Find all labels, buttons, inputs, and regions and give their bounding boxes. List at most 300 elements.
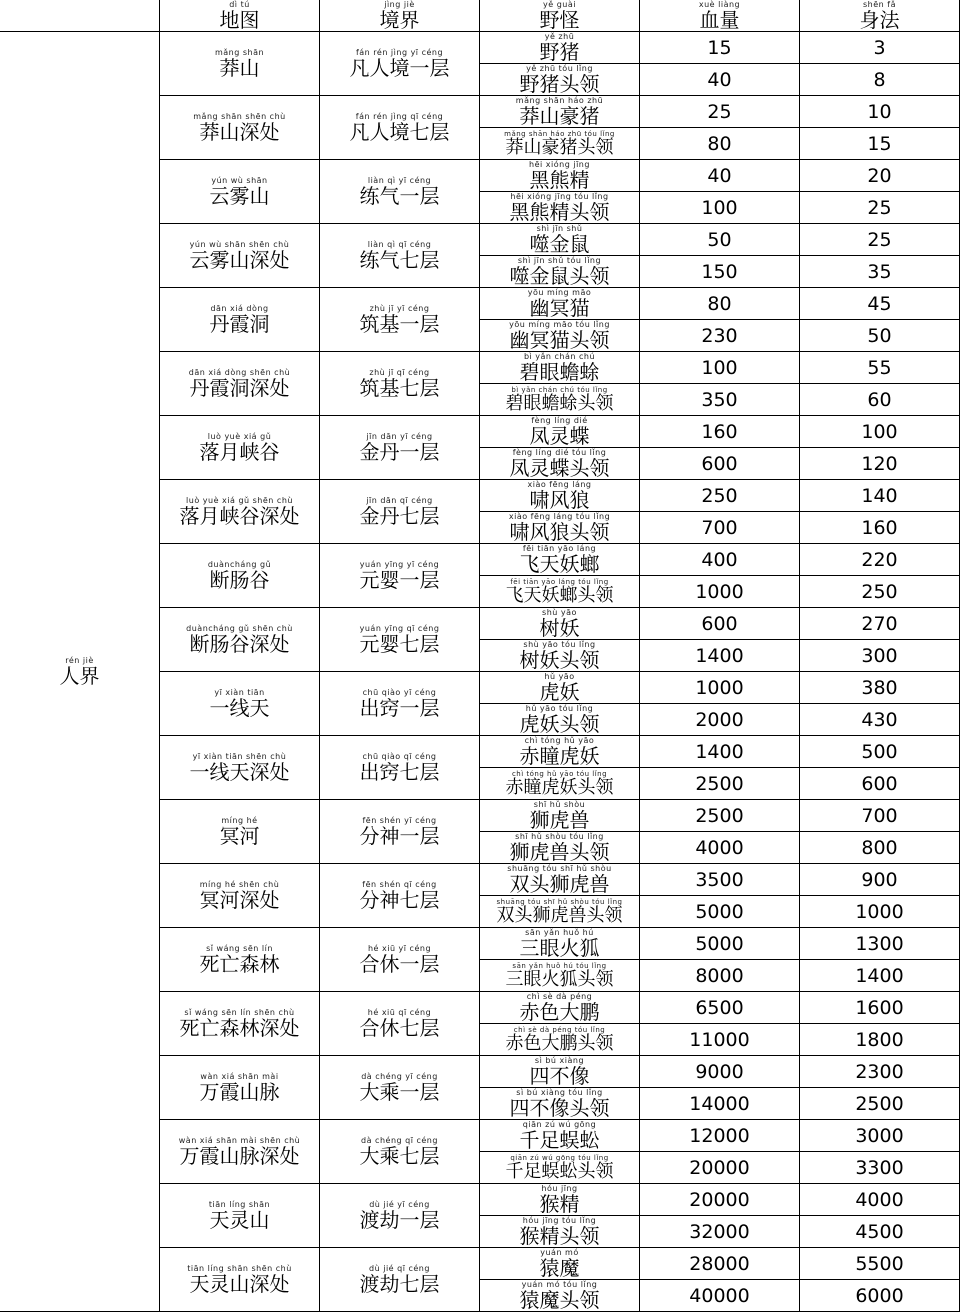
monster-cell[interactable] <box>480 256 640 288</box>
monster-cell[interactable] <box>480 704 640 736</box>
map-cell[interactable] <box>160 288 320 352</box>
hp-cell[interactable] <box>640 672 800 704</box>
hanzi-label: 云雾山 <box>209 184 270 208</box>
map-cell[interactable] <box>160 160 320 224</box>
ruby-text <box>510 193 610 222</box>
pinyin-label: chì sè dà péng <box>526 992 593 1001</box>
pinyin-label: fán rén jìng yī céng <box>355 48 444 57</box>
map-cell[interactable] <box>160 1248 320 1312</box>
agility-cell[interactable] <box>800 512 960 544</box>
monster-cell[interactable] <box>480 32 640 64</box>
pinyin-label: sì bú xiàng <box>534 1056 585 1065</box>
hp-cell[interactable] <box>640 32 800 64</box>
agility-cell[interactable] <box>800 640 960 672</box>
hp-cell[interactable] <box>640 1152 800 1184</box>
agility-cell[interactable] <box>800 32 960 64</box>
ruby-text <box>528 481 592 510</box>
realm-cell[interactable] <box>320 96 480 160</box>
ruby-text <box>186 625 293 654</box>
agility-cell[interactable] <box>800 736 960 768</box>
agility-cell[interactable] <box>800 1216 960 1248</box>
hanzi-label: 出窍一层 <box>359 696 440 720</box>
agility-cell[interactable] <box>800 896 960 928</box>
monster-cell[interactable] <box>480 576 640 608</box>
monster-cell[interactable] <box>480 1120 640 1152</box>
monster-cell[interactable] <box>480 736 640 768</box>
hp-cell[interactable] <box>640 384 800 416</box>
agility-cell[interactable] <box>800 1088 960 1120</box>
hp-cell[interactable] <box>640 768 800 800</box>
realm-cell[interactable] <box>320 736 480 800</box>
agility-cell[interactable] <box>800 384 960 416</box>
monster-cell[interactable] <box>480 224 640 256</box>
hanzi-label: 三眼火狐头领 <box>505 968 614 990</box>
agility-cell[interactable] <box>800 864 960 896</box>
agility-cell[interactable] <box>800 704 960 736</box>
pinyin-label: mǎng shān shēn chù <box>193 112 286 121</box>
pinyin-label: bì yǎn chán chú <box>523 352 596 361</box>
map-cell[interactable] <box>160 800 320 864</box>
ruby-text <box>540 1185 580 1214</box>
pinyin-label: luò yuè xiá gǔ shēn chù <box>186 496 293 505</box>
hp-cell[interactable] <box>640 64 800 96</box>
monster-cell[interactable] <box>480 928 640 960</box>
realm-cell[interactable] <box>320 1184 480 1248</box>
hanzi-label: 野猪 <box>539 40 580 64</box>
agility-cell[interactable] <box>800 768 960 800</box>
agility-value: 8 <box>873 68 886 91</box>
hanzi-label: 一线天深处 <box>189 760 290 784</box>
hanzi-label: 元婴七层 <box>359 632 440 656</box>
hanzi-label: 筑基七层 <box>359 376 440 400</box>
ruby-text <box>360 817 440 846</box>
agility-cell[interactable] <box>800 672 960 704</box>
ruby-text <box>220 1 260 30</box>
hanzi-label: 莽山深处 <box>199 120 280 144</box>
hanzi-label: 黑熊精 <box>529 168 590 192</box>
monster-cell[interactable] <box>480 160 640 192</box>
map-cell[interactable] <box>160 96 320 160</box>
hanzi-label: 幽冥猫头领 <box>509 328 610 352</box>
pinyin-label: fēi tiān yāo láng <box>522 544 597 553</box>
monster-cell[interactable] <box>480 832 640 864</box>
hanzi-label: 断肠谷 <box>209 568 270 592</box>
hp-cell[interactable] <box>640 320 800 352</box>
hanzi-label: 渡劫一层 <box>359 1208 440 1232</box>
hanzi-label: 噬金鼠头领 <box>509 264 610 288</box>
hp-cell[interactable] <box>640 832 800 864</box>
realm-cell[interactable] <box>320 480 480 544</box>
header-corner-cell[interactable] <box>0 0 160 32</box>
monster-cell[interactable] <box>480 1056 640 1088</box>
hanzi-label: 金丹七层 <box>359 504 440 528</box>
pinyin-label: shī hǔ shòu tóu lǐng <box>515 832 604 841</box>
agility-value: 900 <box>861 868 898 891</box>
agility-cell[interactable] <box>800 64 960 96</box>
hp-cell[interactable] <box>640 1056 800 1088</box>
hp-value: 5000 <box>695 932 744 955</box>
realm-cell[interactable] <box>320 224 480 288</box>
pinyin-label: zhù jī yī céng <box>369 304 430 313</box>
hanzi-label: 冥河深处 <box>199 888 280 912</box>
monster-cell[interactable] <box>480 480 640 512</box>
hp-cell[interactable] <box>640 576 800 608</box>
hp-value: 600 <box>701 612 738 635</box>
ruby-text <box>510 257 610 286</box>
map-cell[interactable] <box>160 672 320 736</box>
agility-cell[interactable] <box>800 1184 960 1216</box>
hp-cell[interactable] <box>640 416 800 448</box>
pinyin-label: liàn qì yī céng <box>367 176 432 185</box>
hp-cell[interactable] <box>640 928 800 960</box>
realm-cell[interactable] <box>320 800 480 864</box>
ruby-text <box>699 1 740 30</box>
hanzi-label: 虎妖 <box>539 680 580 704</box>
hp-cell[interactable] <box>640 480 800 512</box>
header-agility-cell[interactable] <box>800 0 960 32</box>
pinyin-label: yě zhū tóu lǐng <box>526 64 593 73</box>
monster-cell[interactable] <box>480 800 640 832</box>
ruby-text <box>506 771 614 797</box>
agility-cell[interactable] <box>800 928 960 960</box>
agility-cell[interactable] <box>800 288 960 320</box>
agility-cell[interactable] <box>800 1056 960 1088</box>
hp-cell[interactable] <box>640 640 800 672</box>
hanzi-label: 飞天妖螂 <box>519 552 600 576</box>
agility-cell[interactable] <box>800 128 960 160</box>
hp-cell[interactable] <box>640 160 800 192</box>
monster-cell[interactable] <box>480 384 640 416</box>
agility-value: 25 <box>867 228 892 251</box>
agility-cell[interactable] <box>800 224 960 256</box>
realm-cell[interactable] <box>320 672 480 736</box>
realm-cell[interactable] <box>320 1120 480 1184</box>
agility-value: 380 <box>861 676 898 699</box>
hanzi-label: 天灵山 <box>209 1208 270 1232</box>
map-cell[interactable] <box>160 480 320 544</box>
ruby-text <box>540 1 580 30</box>
pinyin-label: yě zhū <box>544 32 575 41</box>
agility-cell[interactable] <box>800 576 960 608</box>
agility-cell[interactable] <box>800 1152 960 1184</box>
ruby-text <box>210 177 270 206</box>
ruby-text <box>516 97 603 126</box>
agility-cell[interactable] <box>800 352 960 384</box>
monster-cell[interactable] <box>480 64 640 96</box>
agility-cell[interactable] <box>800 256 960 288</box>
hp-cell[interactable] <box>640 1088 800 1120</box>
hanzi-label: 血量 <box>699 8 740 32</box>
ruby-text <box>200 881 280 910</box>
map-cell[interactable] <box>160 608 320 672</box>
hanzi-label: 合休一层 <box>359 952 440 976</box>
monster-cell[interactable] <box>480 192 640 224</box>
hp-value: 11000 <box>689 1028 750 1051</box>
hp-value: 1000 <box>695 580 744 603</box>
pinyin-label: shuāng tóu shī hǔ shòu <box>507 864 612 873</box>
monster-cell[interactable] <box>480 416 640 448</box>
agility-cell[interactable] <box>800 96 960 128</box>
ruby-text <box>510 449 610 478</box>
agility-value: 500 <box>861 740 898 763</box>
monster-cell[interactable] <box>480 512 640 544</box>
monster-cell[interactable] <box>480 128 640 160</box>
monster-cell[interactable] <box>480 1216 640 1248</box>
hanzi-label: 双头狮虎兽 <box>509 872 610 896</box>
map-cell[interactable] <box>160 736 320 800</box>
monster-cell[interactable] <box>480 1248 640 1280</box>
agility-cell[interactable] <box>800 480 960 512</box>
monster-cell[interactable] <box>480 992 640 1024</box>
monster-cell[interactable] <box>480 1152 640 1184</box>
hanzi-label: 丹霞洞 <box>209 312 270 336</box>
realm-cell[interactable] <box>320 864 480 928</box>
monster-cell[interactable] <box>480 544 640 576</box>
hp-value: 20000 <box>689 1188 750 1211</box>
pinyin-label: dù jié qī céng <box>369 1264 430 1273</box>
agility-cell[interactable] <box>800 608 960 640</box>
agility-cell[interactable] <box>800 800 960 832</box>
realm-cell[interactable] <box>320 288 480 352</box>
hanzi-label: 分神一层 <box>359 824 440 848</box>
region-cell[interactable] <box>0 32 160 1312</box>
monster-cell[interactable] <box>480 672 640 704</box>
map-cell[interactable] <box>160 224 320 288</box>
pinyin-label: hóu jīng tóu lǐng <box>522 1216 597 1225</box>
pinyin-label: bì yǎn chán chú tóu lǐng <box>511 385 608 394</box>
hp-cell[interactable] <box>640 1024 800 1056</box>
monster-cell[interactable] <box>480 608 640 640</box>
hanzi-label: 元婴一层 <box>359 568 440 592</box>
realm-cell[interactable] <box>320 352 480 416</box>
realm-cell[interactable] <box>320 928 480 992</box>
hanzi-label: 狮虎兽头领 <box>509 840 610 864</box>
hp-value: 80 <box>707 292 732 315</box>
header-realm-cell[interactable] <box>320 0 480 32</box>
pinyin-label: jīn dān yī céng <box>366 432 433 441</box>
hp-cell[interactable] <box>640 192 800 224</box>
ruby-text <box>190 241 290 270</box>
header-hp-cell[interactable] <box>640 0 800 32</box>
hp-value: 100 <box>701 196 738 219</box>
agility-cell[interactable] <box>800 1248 960 1280</box>
realm-cell[interactable] <box>320 160 480 224</box>
agility-cell[interactable] <box>800 160 960 192</box>
hp-cell[interactable] <box>640 1280 800 1312</box>
agility-cell[interactable] <box>800 1280 960 1312</box>
hp-cell[interactable] <box>640 1216 800 1248</box>
ruby-text <box>360 305 440 334</box>
pinyin-label: míng hé shēn chù <box>199 880 280 889</box>
ruby-text <box>209 1201 270 1230</box>
pinyin-label: shì jīn shǔ <box>536 224 583 233</box>
pinyin-label: fèng líng dié tóu lǐng <box>512 448 607 457</box>
agility-value: 100 <box>861 420 898 443</box>
agility-cell[interactable] <box>800 1024 960 1056</box>
hanzi-label: 千足蜈蚣头领 <box>505 1160 614 1182</box>
realm-cell[interactable] <box>320 416 480 480</box>
pinyin-label: yuán mó tóu lǐng <box>521 1280 598 1289</box>
hp-cell[interactable] <box>640 896 800 928</box>
map-cell[interactable] <box>160 992 320 1056</box>
realm-cell[interactable] <box>320 1248 480 1312</box>
monster-cell[interactable] <box>480 1184 640 1216</box>
hp-value: 1000 <box>695 676 744 699</box>
monster-cell[interactable] <box>480 768 640 800</box>
map-cell[interactable] <box>160 32 320 96</box>
pinyin-label: shuāng tóu shī hǔ shòu tóu lǐng <box>496 897 623 906</box>
agility-cell[interactable] <box>800 1120 960 1152</box>
hp-cell[interactable] <box>640 608 800 640</box>
map-cell[interactable] <box>160 352 320 416</box>
hp-cell[interactable] <box>640 736 800 768</box>
pinyin-label: hé xiū yī céng <box>367 944 432 953</box>
pinyin-label: yún wù shān shēn chù <box>189 240 290 249</box>
pinyin-label: yún wù shān <box>211 176 268 185</box>
monster-cell[interactable] <box>480 1088 640 1120</box>
ruby-text <box>193 113 285 142</box>
hanzi-label: 凡人境一层 <box>349 56 450 80</box>
hanzi-label: 人界 <box>59 664 100 688</box>
agility-cell[interactable] <box>800 992 960 1024</box>
pinyin-label: fēn shén qī céng <box>362 880 437 889</box>
hp-cell[interactable] <box>640 800 800 832</box>
hp-cell[interactable] <box>640 1248 800 1280</box>
realm-cell[interactable] <box>320 1056 480 1120</box>
hp-cell[interactable] <box>640 224 800 256</box>
hanzi-label: 猿魔 <box>539 1256 580 1280</box>
agility-cell[interactable] <box>800 960 960 992</box>
pinyin-label: tiān líng shān shēn chù <box>187 1264 292 1273</box>
agility-cell[interactable] <box>800 320 960 352</box>
map-cell[interactable] <box>160 1056 320 1120</box>
hp-cell[interactable] <box>640 960 800 992</box>
hp-cell[interactable] <box>640 256 800 288</box>
hp-cell[interactable] <box>640 704 800 736</box>
realm-cell[interactable] <box>320 544 480 608</box>
pinyin-label: shù yāo <box>542 608 577 617</box>
agility-value: 6000 <box>855 1284 904 1307</box>
monster-cell[interactable] <box>480 640 640 672</box>
agility-cell[interactable] <box>800 448 960 480</box>
agility-value: 25 <box>867 196 892 219</box>
hp-value: 9000 <box>695 1060 744 1083</box>
map-cell[interactable] <box>160 928 320 992</box>
hp-value: 2000 <box>695 708 744 731</box>
pinyin-label: mǎng shān háo zhū tóu lǐng <box>504 129 615 138</box>
hanzi-label: 猴精头领 <box>519 1224 600 1248</box>
ruby-text <box>509 513 610 542</box>
ruby-text <box>380 1 420 30</box>
hanzi-label: 四不像 <box>529 1064 590 1088</box>
hanzi-label: 噬金鼠 <box>529 232 590 256</box>
hp-cell[interactable] <box>640 864 800 896</box>
hp-cell[interactable] <box>640 512 800 544</box>
monster-cell[interactable] <box>480 896 640 928</box>
agility-cell[interactable] <box>800 544 960 576</box>
hp-cell[interactable] <box>640 1184 800 1216</box>
header-map-cell[interactable] <box>160 0 320 32</box>
hanzi-label: 双头狮虎兽头领 <box>496 904 623 926</box>
hp-cell[interactable] <box>640 992 800 1024</box>
monster-cell[interactable] <box>480 448 640 480</box>
pinyin-label: jìng jiè <box>384 0 415 9</box>
hp-cell[interactable] <box>640 352 800 384</box>
ruby-text <box>360 433 440 462</box>
pinyin-label: chì tóng hǔ yāo <box>524 736 595 745</box>
hanzi-label: 黑熊精头领 <box>509 200 610 224</box>
hanzi-label: 赤色大鹏 <box>519 1000 600 1024</box>
ruby-text <box>520 65 600 94</box>
hanzi-label: 死亡森林深处 <box>179 1016 300 1040</box>
hanzi-label: 赤瞳虎妖头领 <box>505 776 614 798</box>
map-cell[interactable] <box>160 544 320 608</box>
pinyin-label: rén jiè <box>65 656 94 665</box>
agility-cell[interactable] <box>800 832 960 864</box>
ruby-text <box>528 289 592 318</box>
hanzi-label: 境界 <box>379 8 420 32</box>
monster-cell[interactable] <box>480 864 640 896</box>
agility-cell[interactable] <box>800 416 960 448</box>
hp-cell[interactable] <box>640 544 800 576</box>
hp-value: 700 <box>701 516 738 539</box>
hanzi-label: 死亡森林 <box>199 952 280 976</box>
hp-value: 8000 <box>695 964 744 987</box>
hp-cell[interactable] <box>640 1120 800 1152</box>
hp-cell[interactable] <box>640 288 800 320</box>
hanzi-label: 冥河 <box>219 824 260 848</box>
agility-value: 60 <box>867 388 892 411</box>
ruby-text <box>530 225 590 254</box>
agility-value: 35 <box>867 260 892 283</box>
agility-cell[interactable] <box>800 192 960 224</box>
realm-cell[interactable] <box>320 32 480 96</box>
hanzi-label: 练气一层 <box>359 184 440 208</box>
monster-cell[interactable] <box>480 1280 640 1312</box>
pinyin-label: shēn fǎ <box>863 0 896 9</box>
ruby-text <box>520 705 600 734</box>
map-cell[interactable] <box>160 1184 320 1248</box>
map-cell[interactable] <box>160 416 320 480</box>
pinyin-label: míng hé <box>221 816 258 825</box>
monster-cell[interactable] <box>480 352 640 384</box>
pinyin-label: xiào fēng láng <box>527 480 592 489</box>
pinyin-label: yī xiàn tiān shēn chù <box>192 752 287 761</box>
agility-value: 3 <box>873 36 886 59</box>
hp-cell[interactable] <box>640 96 800 128</box>
hp-value: 25 <box>707 100 732 123</box>
agility-value: 700 <box>861 804 898 827</box>
monster-cell[interactable] <box>480 320 640 352</box>
map-cell[interactable] <box>160 864 320 928</box>
realm-cell[interactable] <box>320 608 480 672</box>
hp-cell[interactable] <box>640 448 800 480</box>
pinyin-label: wàn xiá shān mài <box>200 1072 279 1081</box>
ruby-text <box>190 753 290 782</box>
ruby-text <box>215 49 264 78</box>
map-cell[interactable] <box>160 1120 320 1184</box>
ruby-text <box>208 561 271 590</box>
monster-cell[interactable] <box>480 960 640 992</box>
monster-cell[interactable] <box>480 288 640 320</box>
realm-cell[interactable] <box>320 992 480 1056</box>
hp-cell[interactable] <box>640 128 800 160</box>
monster-cell[interactable] <box>480 1024 640 1056</box>
ruby-text <box>540 1249 580 1278</box>
ruby-text <box>200 945 280 974</box>
monster-cell[interactable] <box>480 96 640 128</box>
header-monster-cell[interactable] <box>480 0 640 32</box>
